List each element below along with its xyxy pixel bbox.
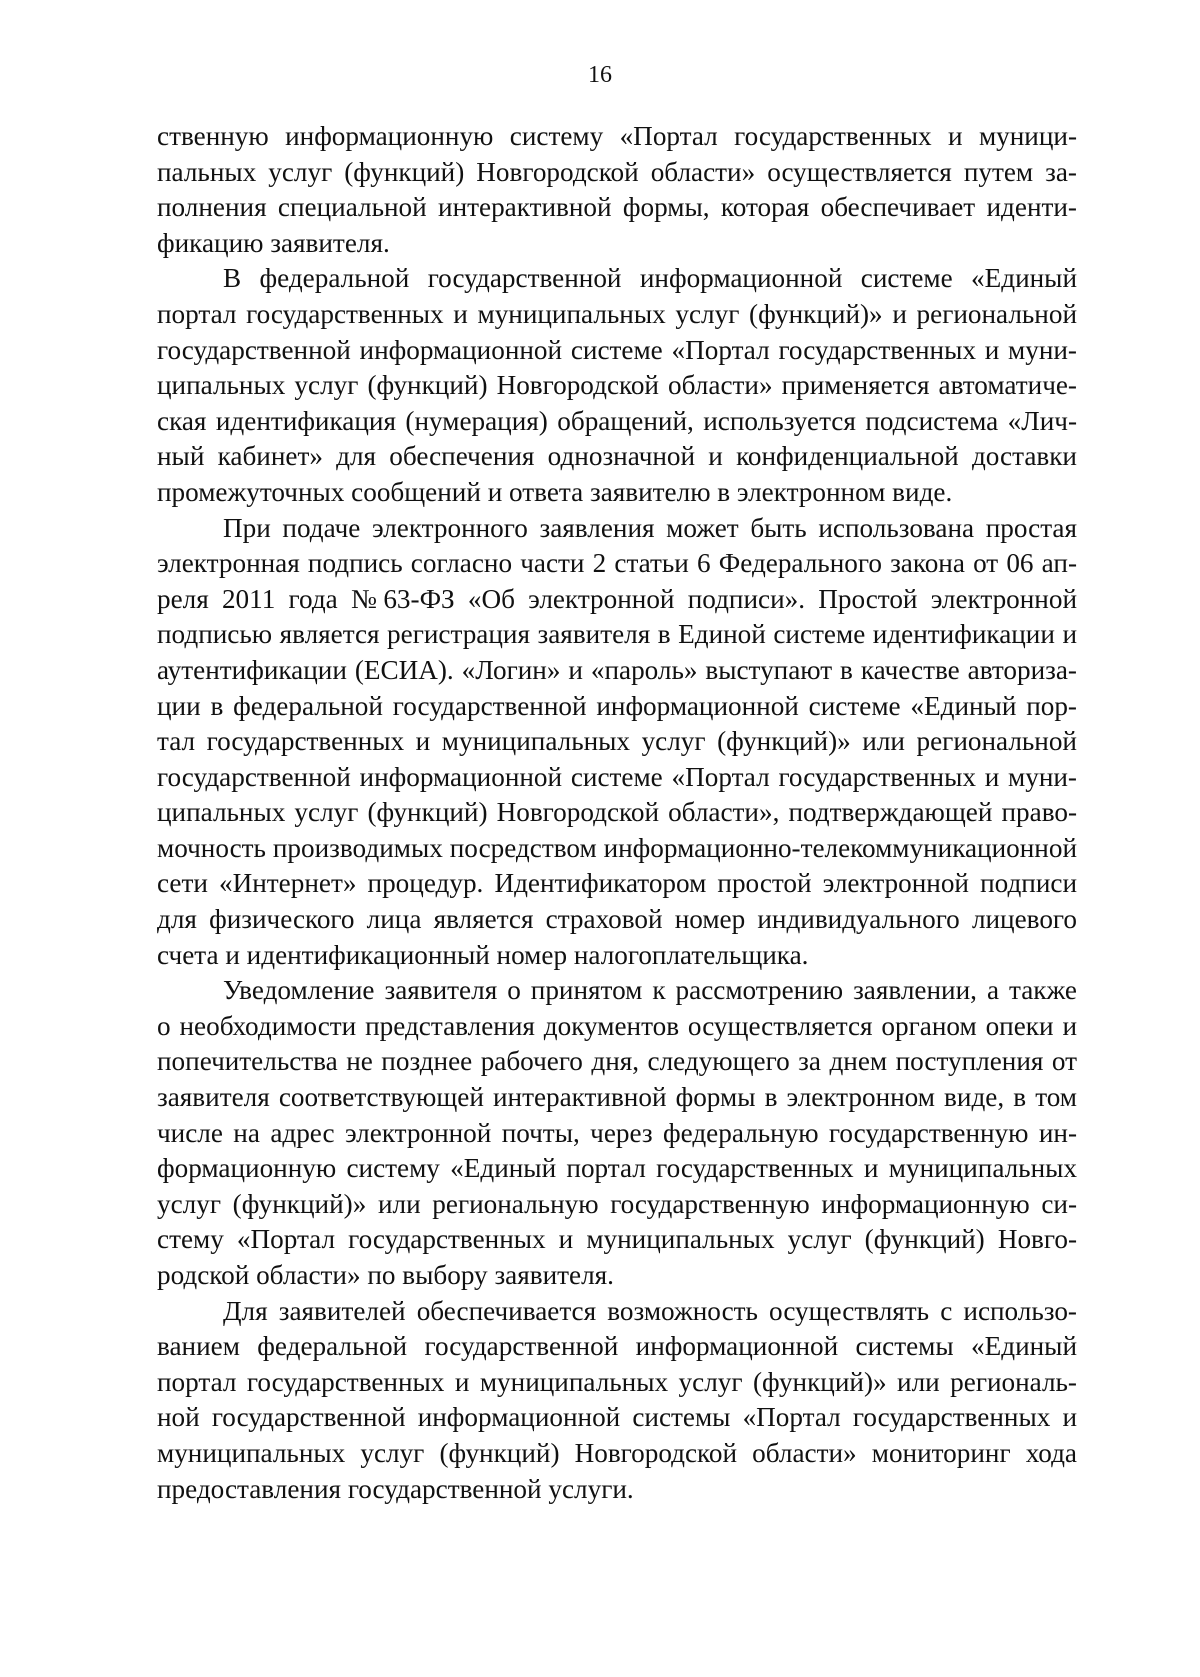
paragraph: [157, 119, 1077, 261]
text-line: предоставления государственной услуги.: [157, 1473, 634, 1504]
text-line: ципальных услуг (функций) Новгородской области», подтверждающей право-: [157, 797, 1077, 828]
text-line: формационную систему «Единый портал государственных и муниципальных: [157, 1153, 1077, 1184]
text-line: ной государственной информационной системы «Портал государственных и: [157, 1402, 1077, 1433]
text-line: реля 2011 года №63-ФЗ «Об электронной подписи». Простой электронной: [157, 583, 1077, 614]
text-line: муниципальных услуг (функций) Новгородской области» мониторинг хода: [157, 1437, 1077, 1468]
text-line: фикацию заявителя.: [157, 227, 390, 258]
text-line: полнения специальной интерактивной формы, которая обеспечивает иденти-: [157, 192, 1077, 223]
text-line: Уведомление заявителя о принятом к рассмотрению заявлении, а также: [223, 975, 1077, 1006]
text-line: о необходимости представления документов осуществляется органом опеки и: [157, 1010, 1077, 1041]
text-line: электронная подпись согласно части 2 статьи 6 Федерального закона от 06 ап-: [157, 548, 1077, 579]
text-line: В федеральной государственной информационной системе «Единый: [223, 263, 1077, 294]
text-line: числе на адрес электронной почты, через федеральную государственную ин-: [157, 1117, 1077, 1148]
text-line: ции в федеральной государственной информационной системе «Единый пор-: [157, 690, 1077, 721]
paragraph: [157, 973, 1077, 1293]
paragraph: [157, 511, 1077, 974]
text-line: аутентификации (ЕСИА). «Логин» и «пароль» выступают в качестве авториза-: [157, 654, 1077, 685]
paragraph: [157, 1294, 1077, 1508]
text-line: счета и идентификационный номер налогоплательщика.: [157, 939, 809, 970]
text-line: портал государственных и муниципальных услуг (функций)» и региональной: [157, 298, 1077, 329]
page-number: 16: [588, 62, 612, 88]
text-line: попечительства не позднее рабочего дня, следующего за днем поступления от: [157, 1046, 1077, 1077]
text-line: тал государственных и муниципальных услуг (функций)» или региональной: [157, 726, 1077, 757]
text-line: ственную информационную систему «Портал государственных и муници-: [157, 121, 1077, 151]
text-line: ванием федеральной государственной информационной системы «Единый: [157, 1331, 1077, 1362]
text-line: подписью является регистрация заявителя в Единой системе идентификации и: [157, 619, 1077, 650]
text-line: государственной информационной системе «Портал государственных и муни-: [157, 334, 1077, 365]
document-body: [157, 119, 1077, 1507]
text-line: родской области» по выбору заявителя.: [157, 1260, 614, 1290]
text-line: заявителя соответствующей интерактивной формы в электронном виде, в том: [157, 1082, 1077, 1113]
paragraph: [157, 261, 1077, 510]
text-line: При подаче электронного заявления может быть использована простая: [223, 512, 1077, 543]
text-line: Для заявителей обеспечивается возможность осуществлять с использо-: [223, 1295, 1077, 1326]
text-line: мочность производимых посредством информационно-телекоммуникационной: [157, 832, 1077, 863]
text-line: услуг (функций)» или региональную государственную информационную си-: [157, 1188, 1077, 1219]
text-line: промежуточных сообщений и ответа заявителю в электронном виде.: [157, 476, 953, 507]
text-line: ская идентификация (нумерация) обращений, используется подсистема «Лич-: [157, 405, 1077, 436]
text-line: портал государственных и муниципальных услуг (функций)» или региональ-: [157, 1366, 1077, 1397]
text-line: стему «Портал государственных и муниципальных услуг (функций) Новго-: [157, 1224, 1077, 1255]
text-line: государственной информационной системе «Портал государственных и муни-: [157, 761, 1077, 792]
text-line: ный кабинет» для обеспечения однозначной и конфиденциальной доставки: [157, 441, 1077, 472]
text-line: сети «Интернет» процедур. Идентификатором простой электронной подписи: [157, 868, 1077, 899]
text-line: ципальных услуг (функций) Новгородской области» применяется автоматиче-: [157, 370, 1077, 401]
text-line: пальных услуг (функций) Новгородской области» осуществляется путем за-: [157, 156, 1077, 187]
text-line: для физического лица является страховой номер индивидуального лицевого: [157, 904, 1077, 935]
